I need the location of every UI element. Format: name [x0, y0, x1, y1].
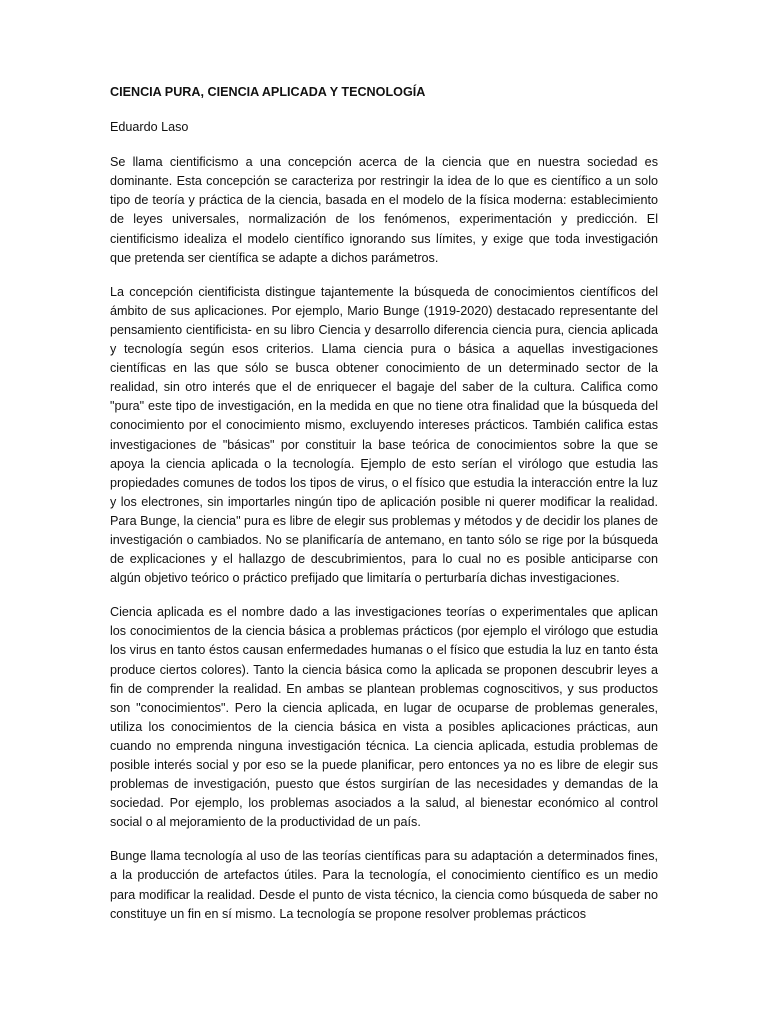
- paragraph-1: Se llama cientificismo a una concepción acerca de la ciencia que en nuestra sociedad es dominante. Esta concepción se caracteriza por restringir la idea de lo que es científico a un solo tipo de teoría y práctica de la ciencia, basada en el modelo de la física moderna: establecimiento de leyes universales, normalización de los fenómenos, experimentación y predicción. El cientificismo idealiza el modelo científico ignorando sus límites, y exige que toda investigación que pretenda ser científica se adapte a dichos parámetros.: [110, 155, 658, 265]
- paragraph-4: Bunge llama tecnología al uso de las teorías científicas para su adaptación a determinados fines, a la producción de artefactos útiles. Para la tecnología, el conocimiento científico es un medio para modificar la realidad. Desde el punto de vista técnico, la ciencia como búsqueda de saber no constituye un fin en sí mismo. La tecnología se propone resolver problemas prácticos: [110, 849, 658, 921]
- document-author: Eduardo Laso: [110, 120, 189, 135]
- paragraph-2: La concepción cientificista distingue tajantemente la búsqueda de conocimientos científicos del ámbito de sus aplicaciones. Por ejemplo, Mario Bunge (1919-2020) destacado representante del pensamiento cientificista- en su libro Ciencia y desarrollo diferencia ciencia pura, ciencia aplicada y tecnología según esos criterios. Llama ciencia pura o básica a aquellas investigaciones científicas en las que sólo se busca obtener conocimiento de un determinado sector de la realidad, sin otro interés que el de enriquecer el bagaje del saber de la cultura. Califica como "pura" este tipo de investigación, en la medida en que no tiene otra finalidad que la búsqueda del conocimiento por el conocimiento mismo, excluyendo intereses prácticos. También califica estas investigaciones de "básicas" por constituir la base teórica de conocimientos sobre la que se apoya la ciencia aplicada o la tecnología. Ejemplo de esto serían el virólogo que estudia las propiedades comunes de todos los tipos de virus, o el físico que estudia la interacción entre la luz y los electrones, sin importarles ningún tipo de aplicación posible ni querer modificar la realidad. Para Bunge, la ciencia" pura es libre de elegir sus problemas y métodos y de decidir los planes de investigación o cambiados. No se planificaría de antemano, en tanto sólo se rige por la búsqueda de explicaciones y el hallazgo de descubrimientos, para lo cual no es posible anticiparse con algún objetivo teórico o práctico prefijado que limitaría o perturbaría dichas investigaciones.: [110, 284, 658, 586]
- document-title: CIENCIA PURA, CIENCIA APLICADA Y TECNOLOGÍA: [110, 85, 426, 99]
- paragraph-3: Ciencia aplicada es el nombre dado a las investigaciones teorías o experimentales que aplican los conocimientos de la ciencia básica a problemas prácticos (por ejemplo el virólogo que estudia los virus en tanto éstos causan enfermedades humanas o el físico que estudia la luz en tanto ésta produce ciertos colores). Tanto la ciencia básica como la aplicada se proponen descubrir leyes a fin de comprender la realidad. En ambas se plantean problemas cognoscitivos, y sus productos son "conocimientos". Pero la ciencia aplicada, en lugar de ocuparse de problemas generales, utiliza los conocimientos de la ciencia básica en vista a posibles aplicaciones prácticas, aun cuando no emprenda ninguna investigación técnica. La ciencia aplicada, estudia problemas de posible interés social y por eso se la puede planificar, pero entonces ya no es libre de elegir sus problemas de investigación, puesto que éstos surgirían de las necesidades y demandas de la sociedad. Por ejemplo, los problemas asociados a la salud, al bienestar económico al control social o al mejoramiento de la productividad de un país.: [110, 605, 658, 830]
- document-body: [110, 83, 658, 939]
